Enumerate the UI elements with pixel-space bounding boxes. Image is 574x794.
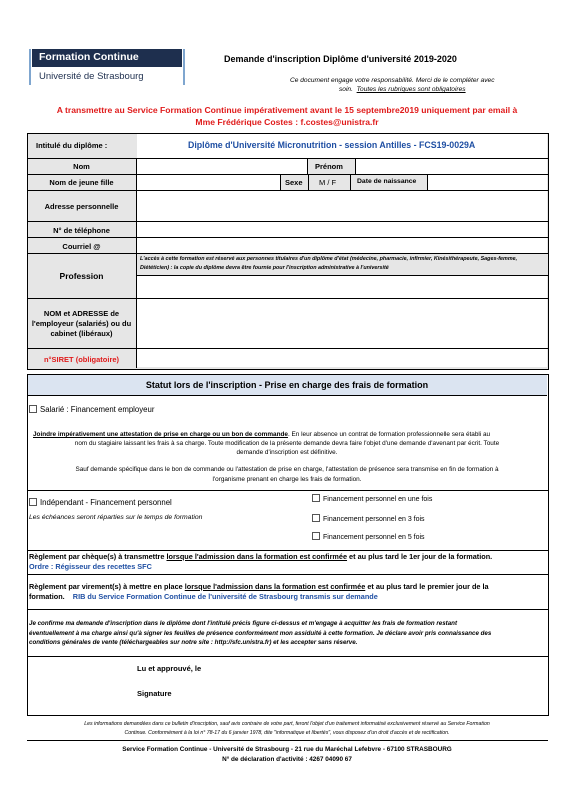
- prenom-label: Prénom: [315, 162, 343, 171]
- courriel-label: Courriel @: [62, 242, 101, 251]
- telephone-field[interactable]: [137, 222, 547, 237]
- ordre-line: Ordre : Régisseur des recettes SFC: [29, 562, 152, 571]
- siret-field[interactable]: [137, 349, 547, 367]
- diploma-value: Diplôme d'Université Micronutrition - session Antilles - FCS19-0029A: [188, 140, 476, 150]
- confirmation-text: Je confirme ma demande d'inscription dans le diplôme dont l'intitulé précis figure ci-dessus et m'engage à acquitter les frais de formation restant éventuellement à ma charge ainsi qu'à signer les feuilles de présence conformément mon assiduité à cette formation. Je déclare avoir pris connaissance des conditions générales de vente (téléchargeables sur notre site : http://sfc.unistra.fr) et les accepter sans réserve.: [29, 620, 492, 646]
- virement-line: Règlement par virement(s) à mettre en place lorsque l'admission dans la formation est confirmée et au plus tard le premier jour de la: [29, 582, 489, 591]
- date-naissance-label: Date de naissance: [357, 178, 417, 185]
- employeur-field[interactable]: [137, 299, 547, 348]
- sauf-line1: Sauf demande spécifique dans le bon de commande ou l'attestation de prise en charge, l'attestation de présence sera transmise en fin de formation à: [75, 466, 499, 473]
- virement-line2: formation. RIB du Service Formation Continue de l'université de Strasbourg transmis sur demande: [29, 592, 378, 601]
- logo-line1: Formation Continue: [39, 51, 139, 63]
- logo: [29, 46, 185, 86]
- option-une-fois[interactable]: Financement personnel en une fois: [312, 494, 432, 503]
- nom-field[interactable]: [137, 159, 307, 174]
- adresse-label: Adresse personnelle: [44, 202, 119, 211]
- date-naissance-field[interactable]: [428, 175, 547, 190]
- checkbox-icon[interactable]: [312, 494, 320, 502]
- prenom-field[interactable]: [355, 159, 547, 174]
- logo-line2: Université de Strasbourg: [39, 71, 144, 82]
- statut-title: Statut lors de l'inscription - Prise en charge des frais de formation: [145, 380, 429, 390]
- privacy-notice: Les informations demandées dans ce bulletin d'inscription, sauf avis contraire de votre part, feront l'objet d'un traitement informatisé exclusivement réservé au Service Formation Continue. Conformément à la loi n° 78-17 du 6 janvier 1978, dite "informatique et libertés", vous disposez d'un droit d'accès et de rectification.: [84, 721, 490, 736]
- employeur-label: NOM et ADRESSE de l'employeur (salariés) ou du cabinet (libéraux): [31, 309, 132, 338]
- option-5-fois[interactable]: Financement personnel en 5 fois: [312, 532, 425, 541]
- signature-label: Signature: [137, 689, 172, 698]
- sexe-label: Sexe: [285, 178, 303, 187]
- sexe-value: M / F: [319, 178, 337, 187]
- checkbox-icon[interactable]: [29, 498, 37, 506]
- checkbox-icon[interactable]: [29, 405, 37, 413]
- checkbox-icon[interactable]: [312, 514, 320, 522]
- footer-declaration: N° de déclaration d'activité : 4267 04090 67: [222, 756, 352, 763]
- cheque-line: Règlement par chèque(s) à transmettre lorsque l'admission dans la formation est confirmée et au plus tard le 1er jour de la formation.: [29, 552, 493, 561]
- joindre-line1: Joindre impérativement une attestation de prise en charge ou un bon de commande. En leur absence un contrat de formation professionnelle sera établi au: [33, 431, 491, 438]
- salarie-checkbox[interactable]: Salarié : Financement employeur: [29, 405, 154, 414]
- responsibility-note-2: soin. Toutes les rubriques sont obligatoires: [339, 86, 466, 93]
- diploma-label: Intitulé du diplôme :: [36, 141, 108, 150]
- checkbox-icon[interactable]: [312, 532, 320, 540]
- joindre-line3: demande d'inscription est définitive.: [236, 449, 338, 456]
- option-3-fois[interactable]: Financement personnel en 3 fois: [312, 514, 425, 523]
- telephone-label: N° de téléphone: [53, 226, 110, 235]
- responsibility-note: Ce document engage votre responsabilité. Merci de le compléter avec: [290, 77, 495, 84]
- contact-alert: Mme Frédérique Costes : f.costes@unistra.fr: [195, 117, 379, 127]
- profession-field[interactable]: [137, 275, 547, 298]
- joindre-line2: nom du stagiaire laissant les frais à sa charge. Toute modification de la présente demande devra faire l'objet d'une demande d'avenant par écrit. Toute: [74, 440, 500, 447]
- independant-checkbox[interactable]: Indépendant - Financement personnel: [29, 498, 172, 507]
- deadline-alert: A transmettre au Service Formation Continue impérativement avant le 15 septembre2019 uniquement par email à: [56, 105, 518, 115]
- footer-address: Service Formation Continue - Université de Strasbourg - 21 rue du Maréchal Lefebvre - 67100 STRASBOURG: [122, 746, 452, 753]
- adresse-field[interactable]: [137, 191, 547, 221]
- sauf-line2: l'organisme prenant en charge les frais de formation.: [212, 476, 362, 483]
- siret-label: n°SIRET (obligatoire): [43, 355, 120, 364]
- page-title: Demande d'inscription Diplôme d'université 2019-2020: [224, 54, 457, 64]
- echeances-note: Les échéances seront réparties sur le temps de formation: [29, 514, 203, 521]
- profession-note: L'accès à cette formation est réservé aux personnes titulaires d'un diplôme d'état (médecine, pharmacie, infirmier, Kinésithérapeute, Sages-femme, Diététicien) : la copie du diplôme devra être fournie pour l'inscription administrative à l'université: [140, 256, 518, 271]
- nom-jeune-fille-label: Nom de jeune fille: [49, 178, 114, 187]
- statut-section: [27, 374, 549, 551]
- nom-label: Nom: [73, 162, 90, 171]
- lu-approuve: Lu et approuvé, le: [137, 664, 202, 673]
- courriel-field[interactable]: [137, 238, 547, 253]
- profession-label: Profession: [59, 271, 104, 281]
- signature-section: [27, 656, 549, 716]
- nom-jeune-fille-field[interactable]: [137, 175, 280, 190]
